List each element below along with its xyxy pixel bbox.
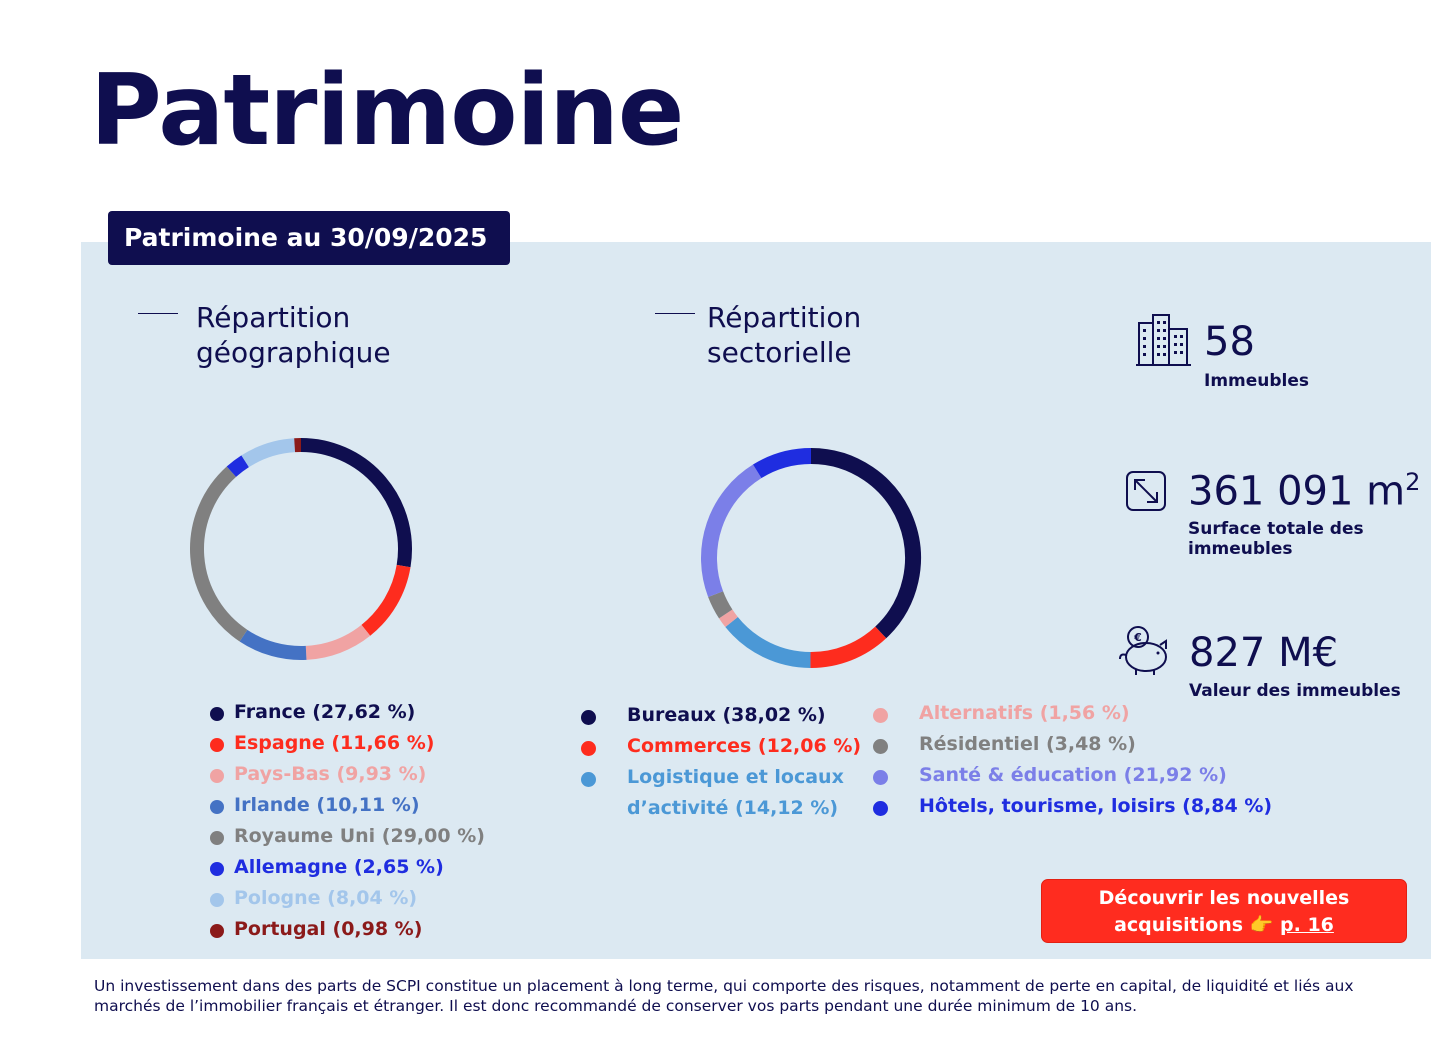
sect-slice-h-tels-tourisme-loisirs [757, 456, 811, 471]
geo-legend-label: Irlande (10,11 %) [234, 794, 420, 816]
sect-slice-logistique-et-locaux-d-activit- [732, 622, 811, 660]
sect-legend-item [873, 760, 1272, 791]
sect-legend-dot [873, 708, 888, 723]
sect-slice-bureaux [811, 456, 913, 632]
sect-slice-sant-ducation [709, 471, 757, 594]
geo-slice-allemagne [231, 461, 245, 471]
cta-line2: acquisitions [1114, 914, 1244, 936]
sect-legend-item [581, 731, 861, 762]
sect-legend-dot [873, 801, 888, 816]
sect-legend-dot [873, 739, 888, 754]
sect-legend-left [581, 700, 861, 824]
geo-legend-item [210, 852, 485, 883]
sect-legend-label: Santé & éducation (21,92 %) [919, 764, 1227, 786]
stat-surface-unit-exponent: 2 [1405, 468, 1421, 496]
geo-legend-label: France (27,62 %) [234, 701, 416, 723]
sect-legend-item [873, 791, 1272, 822]
geo-legend-item [210, 821, 485, 852]
sect-legend-label: Alternatifs (1,56 %) [919, 702, 1130, 724]
geo-legend-item [210, 697, 485, 728]
geo-slice-france [301, 445, 405, 566]
geo-legend-label: Pays-Bas (9,93 %) [234, 763, 427, 785]
geo-legend-item [210, 790, 485, 821]
sect-legend-label: Commerces (12,06 %) [627, 735, 862, 757]
piggy-bank-euro-icon [1116, 623, 1174, 677]
geo-legend-label: Pologne (8,04 %) [234, 887, 418, 909]
stat-valuation-label: Valeur des immeubles [1189, 681, 1401, 701]
geo-slice-irlande [243, 636, 306, 653]
sect-legend-label: Bureaux (38,02 %) [627, 704, 826, 726]
geo-legend-dot [210, 738, 224, 752]
sect-legend-item [581, 700, 861, 731]
sect-slice-r-sidentiel [716, 594, 726, 614]
sect-slice-commerces [810, 632, 880, 660]
sect-slice-alternatifs [726, 614, 732, 622]
pointing-hand-icon: 👉 [1249, 914, 1274, 936]
cta-line1: Découvrir les nouvelles [1098, 887, 1350, 909]
geo-legend-dot [210, 924, 224, 938]
geo-legend-label: Royaume Uni (29,00 %) [234, 825, 485, 847]
panel-tag: Patrimoine au 30/09/2025 [108, 211, 510, 265]
stat-valuation-value: 827 M€ [1189, 630, 1339, 676]
geo-legend-dot [210, 831, 224, 845]
geo-legend [210, 697, 485, 945]
geo-legend-dot [210, 707, 224, 721]
sect-legend-label: Hôtels, tourisme, loisirs (8,84 %) [919, 795, 1273, 817]
discover-acquisitions-button[interactable] [1041, 879, 1407, 943]
geo-title-line2: géographique [196, 336, 391, 369]
geo-legend-label: Portugal (0,98 %) [234, 918, 423, 940]
resize-diagonal-icon [1125, 470, 1167, 512]
stat-surface-value [1188, 468, 1421, 515]
geo-legend-item [210, 883, 485, 914]
sect-section-title [707, 300, 1007, 370]
geo-legend-item [210, 914, 485, 945]
stat-surface-label: Surface totale des immeubles [1188, 519, 1364, 560]
sect-legend-item [873, 698, 1272, 729]
sect-donut-chart [699, 446, 923, 670]
stat-buildings-value: 58 [1204, 319, 1255, 365]
disclaimer: Un investissement dans des parts de SCPI constitue un placement à long terme, qui comporte des risques, notamment de perte en capital, de liquidité et liés aux marchés de l’immobilier français et étranger. Il est donc recommandé de conserver vos parts pendant une durée minimum de 10 ans. [94, 977, 1354, 1015]
sect-title-line2: sectorielle [707, 336, 852, 369]
geo-legend-dot [210, 800, 224, 814]
stat-valuation [1189, 630, 1401, 701]
geo-title-line1: Répartition [196, 301, 351, 334]
sect-legend-item [581, 762, 847, 824]
sect-legend-dot [581, 772, 596, 787]
geo-section-title [196, 300, 496, 370]
geo-slice-pays-bas [306, 630, 366, 653]
geo-legend-label: Allemagne (2,65 %) [234, 856, 444, 878]
cta-page-link[interactable]: p. 16 [1280, 914, 1334, 936]
sect-legend-dot [581, 710, 596, 725]
geo-donut-chart [187, 435, 415, 663]
stat-buildings-label: Immeubles [1204, 371, 1310, 391]
sect-legend-dot [581, 741, 596, 756]
sect-legend-item [873, 729, 1272, 760]
geo-section-line [138, 313, 178, 314]
geo-legend-dot [210, 893, 224, 907]
geo-legend-label: Espagne (11,66 %) [234, 732, 435, 754]
stat-buildings [1204, 319, 1310, 391]
sect-section-line [655, 313, 695, 314]
geo-legend-dot [210, 862, 224, 876]
buildings-icon [1135, 313, 1193, 369]
sect-title-line1: Répartition [707, 301, 862, 334]
stat-surface [1188, 470, 1420, 559]
geo-legend-item [210, 759, 485, 790]
page-title: Patrimoine [90, 54, 684, 168]
geo-legend-dot [210, 769, 224, 783]
sect-legend-label: Logistique et locaux d’activité (14,12 %) [627, 766, 844, 819]
sect-legend-right [873, 698, 1272, 822]
geo-slice-pologne [245, 445, 294, 461]
stat-surface-number: 361 091 m [1188, 468, 1406, 515]
sect-legend-dot [873, 770, 888, 785]
geo-slice-royaume-uni [197, 472, 243, 636]
sect-legend-label: Résidentiel (3,48 %) [919, 733, 1136, 755]
geo-legend-item [210, 728, 485, 759]
geo-slice-espagne [366, 566, 404, 630]
svg-text:€: € [1134, 631, 1142, 644]
